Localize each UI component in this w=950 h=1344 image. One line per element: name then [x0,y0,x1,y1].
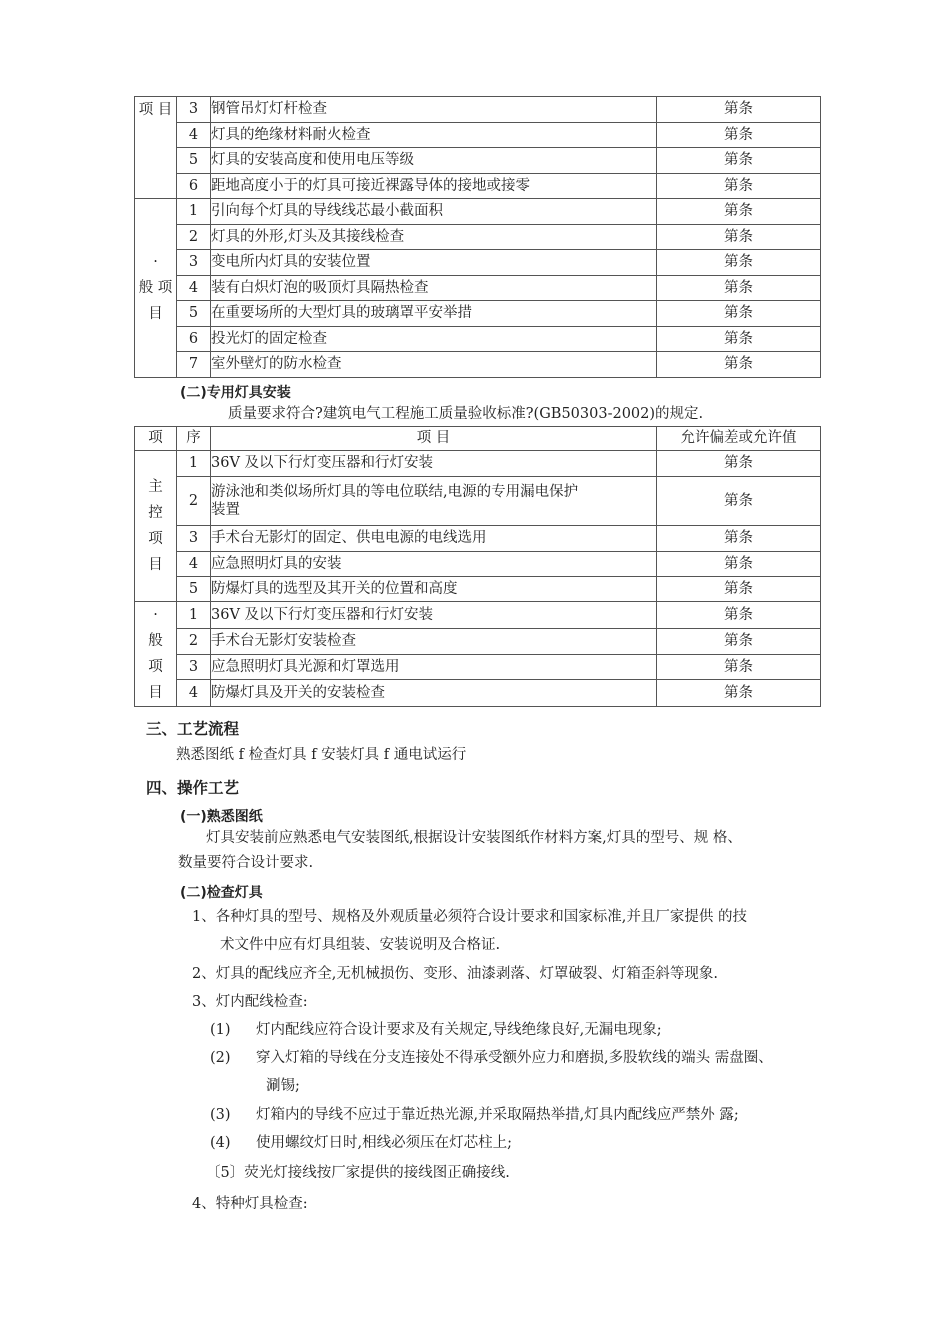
group-label-line: 主 [148,479,163,495]
check-item-3: 3、灯内配线检查: [192,994,308,1010]
row-number: 3 [177,526,211,552]
table-row [135,477,821,526]
row-item: 防爆灯具及开关的安装检查 [211,680,657,707]
header-tolerance: 允许偏差或允许值 [657,427,821,451]
row-item: 手术台无影灯的固定、供电电源的电线选用 [211,526,657,552]
row-number: 1 [177,199,211,225]
table-row [135,655,821,680]
row-value: 第条 [657,526,821,552]
table-row [135,199,821,225]
row-item: 在重要场所的大型灯具的玻璃罩平安举措 [211,301,657,327]
header-sequence: 序 [177,427,211,451]
row-number: 2 [177,477,211,526]
row-value: 第条 [657,602,821,629]
row-number: 1 [177,602,211,629]
check-item-1-line2: 术文件中应有灯具组装、安装说明及合格证. [220,937,501,953]
sub-item-5: 〔5〕荧光灯接线按厂家提供的接线图正确接线. [206,1165,510,1181]
row-item: 灯具的绝缘材料耐火检查 [211,123,657,148]
row-number: 5 [177,148,211,174]
group-label-text [148,602,163,706]
table-row [135,552,821,577]
table-row [135,628,821,655]
drawings-text-line2: 数量要符合设计要求. [178,855,314,871]
table-row [135,123,821,148]
row-value: 第条 [657,477,821,526]
row-item: 防爆灯具的选型及其开关的位置和高度 [211,577,657,602]
table-row [135,225,821,250]
table-row [135,276,821,301]
row-value: 第条 [657,628,821,655]
row-number: 4 [177,123,211,148]
subsection-title-special: (二)专用灯具安装 [180,385,291,401]
table-row [135,602,821,629]
table-row [135,250,821,276]
row-item: 灯具的外形,灯头及其接线检查 [211,225,657,250]
row-value: 第条 [657,174,821,199]
row-value: 第条 [657,451,821,477]
table-row [135,577,821,602]
row-number: 5 [177,577,211,602]
group-label-general [135,602,177,707]
row-item: 引向每个灯具的导线线芯最小截面积 [211,199,657,225]
group-label-text [148,474,163,578]
row-number: 4 [177,276,211,301]
group-label-line: 项 [148,531,163,547]
row-item: 装有白炽灯泡的吸顶灯具隔热检查 [211,276,657,301]
row-value: 第条 [657,250,821,276]
group-label-line: 目 [148,306,163,322]
check-item-1-line1: 1、各种灯具的型号、规格及外观质量必须符合设计要求和国家标准,并且厂家提供 的技 [192,909,747,925]
group-label-line: 目 [148,557,163,573]
row-value: 第条 [657,148,821,174]
row-item: 距地高度小于的灯具可接近裸露导体的接地或接零 [211,174,657,199]
sub-item-text: 穿入灯箱的导线在分支连接处不得承受额外应力和磨损,多股软线的端头 需盘圈、 [256,1050,773,1066]
table-row [135,301,821,327]
table-row [135,352,821,378]
row-item: 变电所内灯具的安装位置 [211,250,657,276]
table-row [135,451,821,477]
sub-item-number: (4) [210,1135,231,1151]
row-value: 第条 [657,97,821,123]
group-label-line: · [153,607,158,623]
row-item: 投光灯的固定检查 [211,327,657,352]
check-item-2: 2、灯具的配线应齐全,无机械损伤、变形、油漆剥落、灯罩破裂、灯箱歪斜等现象. [192,966,718,982]
row-number: 4 [177,552,211,577]
subsection-title-drawings: (一)熟悉图纸 [180,809,263,825]
row-value: 第条 [657,577,821,602]
row-number: 2 [177,628,211,655]
header-category: 项 [135,427,177,451]
row-number: 7 [177,352,211,378]
process-flow-text: 熟悉图纸 f 检查灯具 f 安装灯具 f 通电试运行 [176,747,467,763]
group-label-line: 般 [148,633,163,649]
group-label-line: 目 [148,685,163,701]
sub-item-number: (1) [210,1022,231,1038]
row-item-line: 装置 [211,502,240,518]
table-row [135,327,821,352]
section-title-operation: 四、操作工艺 [146,779,240,797]
row-value: 第条 [657,301,821,327]
subsection-title-check-lamps: (二)检查灯具 [180,885,263,901]
row-number: 6 [177,327,211,352]
sub-item-text-cont: 涮锡; [266,1078,300,1094]
row-item: 灯具的安装高度和使用电压等级 [211,148,657,174]
row-number: 1 [177,451,211,477]
row-value: 第条 [657,552,821,577]
sub-item-number: (2) [210,1050,231,1066]
group-label-line: 项 [148,659,163,675]
sub-item-text: 使用螺纹灯日时,相线必须压在灯芯柱上; [256,1135,512,1151]
row-item: 36V 及以下行灯变压器和行灯安装 [211,602,657,629]
row-value: 第条 [657,680,821,707]
row-number: 3 [177,655,211,680]
check-item-4: 4、特种灯具检查: [192,1196,308,1212]
group-label-text [139,249,173,327]
row-number: 6 [177,174,211,199]
special-intro: 质量要求符合?建筑电气工程施工质量验收标准?(GB50303-2002)的规定. [228,406,704,422]
section-title-process-flow: 三、工艺流程 [146,720,240,738]
row-value: 第条 [657,327,821,352]
row-item: 钢管吊灯灯杆检查 [211,97,657,123]
group-label-line: 控 [148,505,163,521]
header-item: 项 目 [211,427,657,451]
group-label-main [135,97,177,199]
row-value: 第条 [657,352,821,378]
group-label-main-control [135,451,177,602]
group-label-line: 般 项 [138,280,173,296]
table-row [135,526,821,552]
sub-item-text: 灯内配线应符合设计要求及有关规定,导线绝缘良好,无漏电现象; [256,1022,662,1038]
group-label-line: · [153,254,158,270]
row-item: 应急照明灯具的安装 [211,552,657,577]
table-row [135,97,821,123]
row-number: 3 [177,250,211,276]
row-item [211,477,657,526]
row-number: 4 [177,680,211,707]
row-item: 36V 及以下行灯变压器和行灯安装 [211,451,657,477]
table-lamp-inspection [134,96,821,378]
sub-item-number: (3) [210,1107,231,1123]
row-item: 室外壁灯的防水检查 [211,352,657,378]
row-item-line: 游泳池和类似场所灯具的等电位联结,电源的专用漏电保护 [211,483,579,500]
group-label-text: 项 目 [138,102,173,118]
drawings-text-line1: 灯具安装前应熟悉电气安装图纸,根据设计安装图纸作材料方案,灯具的型号、规 格、 [206,830,742,846]
row-item: 应急照明灯具光源和灯罩选用 [211,655,657,680]
row-number: 3 [177,97,211,123]
sub-item-text: 灯箱内的导线不应过于靠近热光源,并采取隔热举措,灯具内配线应严禁外 露; [256,1107,739,1123]
row-item: 手术台无影灯安装检查 [211,628,657,655]
row-number: 2 [177,225,211,250]
row-value: 第条 [657,225,821,250]
row-value: 第条 [657,276,821,301]
table-row [135,148,821,174]
table-row [135,174,821,199]
table-special-lamps [134,426,821,707]
table-row [135,680,821,707]
row-value: 第条 [657,123,821,148]
group-label-general [135,199,177,378]
row-value: 第条 [657,655,821,680]
row-value: 第条 [657,199,821,225]
table-header-row [135,427,821,451]
row-number: 5 [177,301,211,327]
